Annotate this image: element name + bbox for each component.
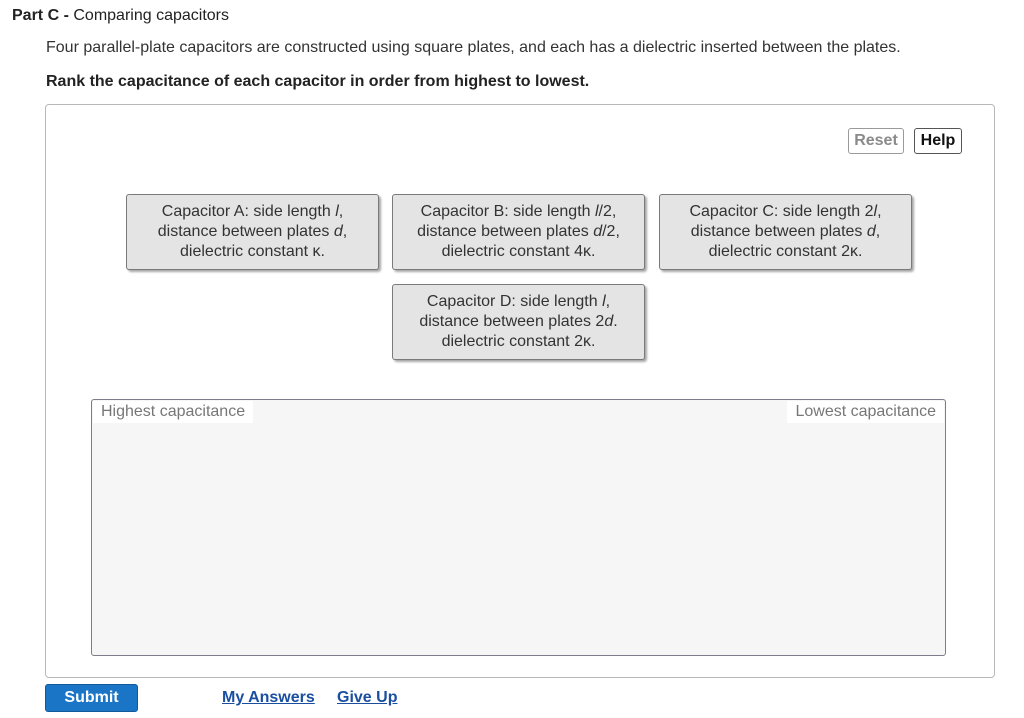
card-line-1: Capacitor D: side length l, [426,293,611,310]
problem-intro: Four parallel-plate capacitors are constructed using square plates, and each has a dielectric inserted between the plates. [46,39,901,56]
card-line-1: Capacitor C: side length 2l, [689,203,882,220]
card-line-3: dielectric constant 2κ. [708,243,863,260]
card-line-1: Capacitor B: side length l/2, [420,203,617,220]
part-name: Comparing capacitors [73,7,229,24]
card-line-3: dielectric constant 2κ. [441,333,596,350]
card-line-3: dielectric constant κ. [180,243,325,260]
ranking-drop-zone[interactable] [91,399,946,656]
capacitor-d-card[interactable] [392,284,645,360]
part-label: Part C - [12,7,69,24]
capacitor-c-card[interactable] [659,194,912,270]
my-answers-link[interactable]: My Answers [222,689,315,706]
highest-capacitance-label: Highest capacitance [93,401,253,423]
card-line-2: distance between plates d/2, [417,223,620,240]
capacitor-b-card[interactable] [392,194,645,270]
card-line-2: distance between plates d, [690,223,881,240]
give-up-link[interactable]: Give Up [337,689,398,706]
card-line-2: distance between plates d, [157,223,348,240]
help-button[interactable]: Help [914,128,962,154]
submit-button[interactable]: Submit [45,684,138,712]
problem-instruction: Rank the capacitance of each capacitor in order from highest to lowest. [46,73,590,90]
reset-button[interactable]: Reset [848,128,904,154]
part-title [12,6,229,26]
card-line-2: distance between plates 2d. [419,313,618,330]
card-line-1: Capacitor A: side length l, [161,203,344,220]
card-line-3: dielectric constant 4κ. [441,243,596,260]
lowest-capacitance-label: Lowest capacitance [787,401,944,423]
capacitor-a-card[interactable] [126,194,379,270]
